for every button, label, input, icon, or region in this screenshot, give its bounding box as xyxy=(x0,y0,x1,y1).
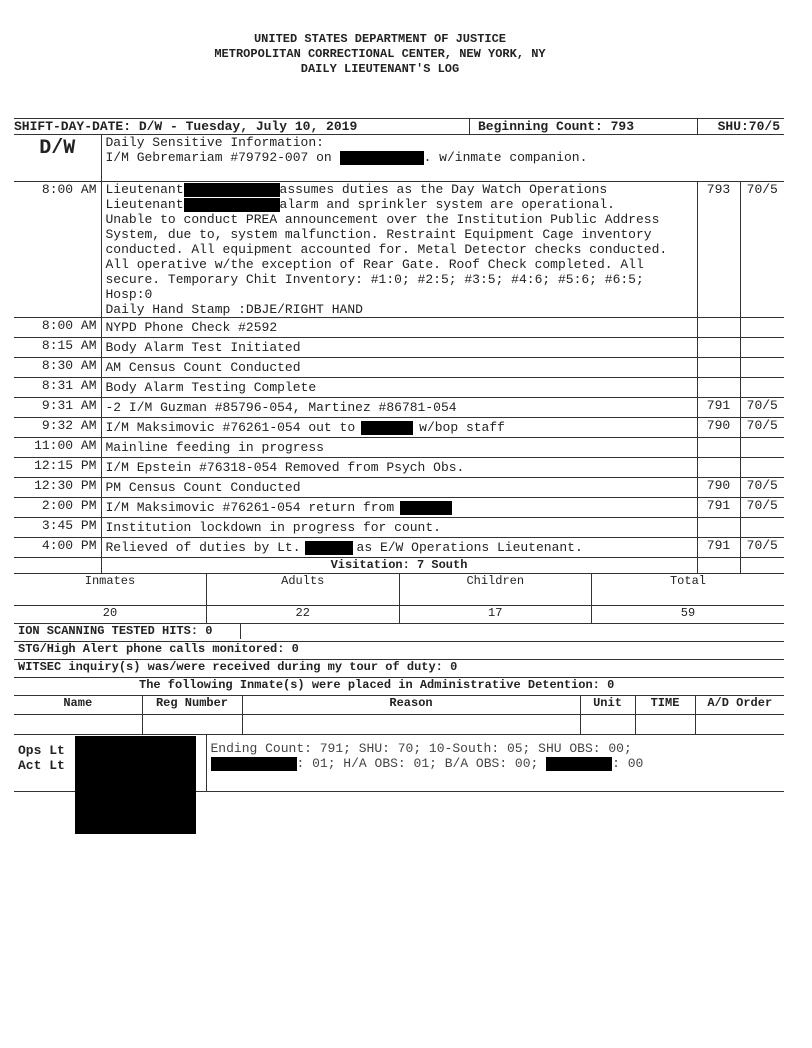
shift-code: D/W xyxy=(14,135,101,182)
ion-scanning: ION SCANNING TESTED HITS: 0 xyxy=(18,624,241,639)
entry-shu xyxy=(740,318,784,338)
entry-shu xyxy=(740,358,784,378)
col-ad-order: A/D Order xyxy=(695,696,784,715)
entry-time: 8:15 AM xyxy=(14,338,101,358)
entry-text: I/M Maksimovic #76261-054 return from xyxy=(105,500,395,515)
entry-shu: 70/5 xyxy=(740,398,784,418)
entry-time: 12:30 PM xyxy=(14,478,101,498)
entry-count: 790 xyxy=(697,418,740,438)
entry-text-after: as E/W Operations Lieutenant. xyxy=(356,540,583,555)
log-entry xyxy=(14,182,784,318)
beginning-count: Beginning Count: 793 xyxy=(469,119,634,134)
header-facility: METROPOLITAN CORRECTIONAL CENTER, NEW YORK, NY xyxy=(214,47,546,61)
entry-time: 2:00 PM xyxy=(14,498,101,518)
log-entry xyxy=(14,378,784,398)
entry-shu xyxy=(740,518,784,538)
entry-count: 791 xyxy=(697,398,740,418)
visitation-title: Visitation: 7 South xyxy=(101,558,697,574)
col-reason: Reason xyxy=(242,696,580,715)
log-entry xyxy=(14,498,784,518)
entry-count: 790 xyxy=(697,478,740,498)
entry-shu: 70/5 xyxy=(740,538,784,558)
stg-calls: STG/High Alert phone calls monitored: 0 xyxy=(14,641,784,659)
vis-header: Inmates xyxy=(14,574,207,605)
entry-time: 8:30 AM xyxy=(14,358,101,378)
col-unit: Unit xyxy=(580,696,635,715)
hand-stamp: Daily Hand Stamp :DBJE/RIGHT HAND xyxy=(105,302,363,317)
entry-count: 793 xyxy=(697,182,740,318)
vis-value: 22 xyxy=(207,605,400,623)
ending-count-2: : 01; H/A OBS: 01; B/A OBS: 00; xyxy=(296,756,539,771)
entry-time: 9:31 AM xyxy=(14,398,101,418)
entry-count xyxy=(697,438,740,458)
admin-detention-title: The following Inmate(s) were placed in Administrative Detention: 0 xyxy=(14,677,784,695)
log-entry xyxy=(14,478,784,498)
signature-redaction xyxy=(75,736,196,834)
entry-text: I/M Epstein #76318-054 Removed from Psych Obs. xyxy=(105,460,465,475)
entry-time: 8:00 AM xyxy=(14,182,101,318)
entry-count xyxy=(697,358,740,378)
log-entry xyxy=(14,518,784,538)
vis-header: Adults xyxy=(207,574,400,605)
entry-time: 4:00 PM xyxy=(14,538,101,558)
entry-text: I/M Maksimovic #76261-054 out to xyxy=(105,420,356,435)
sensitive-text-end: . w/inmate companion. xyxy=(423,150,588,165)
entry-text: Lieutenant xyxy=(105,197,184,212)
entry-text: PM Census Count Conducted xyxy=(105,480,301,495)
entry-text: NYPD Phone Check #2592 xyxy=(105,320,278,335)
header-title: DAILY LIEUTENANT'S LOG xyxy=(300,62,460,76)
entry-count xyxy=(697,518,740,538)
witsec: WITSEC inquiry(s) was/were received during my tour of duty: 0 xyxy=(14,659,784,677)
entry-text: Relieved of duties by Lt. xyxy=(105,540,301,555)
log-entry xyxy=(14,538,784,558)
entry-text: Body Alarm Test Initiated xyxy=(105,340,301,355)
vis-header: Children xyxy=(399,574,592,605)
entry-text: alarm and sprinkler system are operational. xyxy=(279,197,615,212)
entry-shu: 70/5 xyxy=(740,478,784,498)
visitation-table xyxy=(14,574,784,624)
vis-value: 20 xyxy=(14,605,207,623)
entry-time: 3:45 PM xyxy=(14,518,101,538)
ops-lt-label: Ops Lt xyxy=(18,743,65,758)
ending-count-3: : 00 xyxy=(612,756,644,771)
entry-shu: 70/5 xyxy=(740,498,784,518)
sensitive-title: Daily Sensitive Information: xyxy=(105,135,324,150)
redaction xyxy=(361,421,413,435)
entry-shu xyxy=(740,378,784,398)
shu-count: SHU:70/5 xyxy=(697,119,784,135)
entry-time: 11:00 AM xyxy=(14,438,101,458)
entry-count: 791 xyxy=(697,498,740,518)
log-entry xyxy=(14,398,784,418)
entry-time: 8:00 AM xyxy=(14,318,101,338)
entry-shu xyxy=(740,438,784,458)
redaction xyxy=(184,198,280,212)
sensitive-text: I/M Gebremariam #79792-007 on xyxy=(105,150,332,165)
log-entry xyxy=(14,338,784,358)
ending-count: Ending Count: 791; SHU: 70; 10-South: 05; SHU OBS: 00; xyxy=(210,741,632,756)
entry-time: 12:15 PM xyxy=(14,458,101,478)
redaction xyxy=(340,151,424,165)
log-entry xyxy=(14,458,784,478)
entry-text: Unable to conduct PREA announcement over the Institution Public Address System, due to, system malfunction. Restraint Equipment Cage inventory conducted. All equipment accounted for. Metal Detector checks conducted. All operative w/the exception of Rear Gate. Roof Check completed. All secure. Temporary Chit Inventory: #1:0; #2:5; #3:5; #4:6; #5:6; #6:5; Hosp:0 xyxy=(105,212,668,302)
redaction xyxy=(400,501,452,515)
vis-header: Total xyxy=(592,574,785,605)
entry-text: AM Census Count Conducted xyxy=(105,360,301,375)
entry-shu xyxy=(740,338,784,358)
entry-text: Lieutenant xyxy=(105,182,184,197)
redaction xyxy=(211,757,297,771)
entry-text: Mainline feeding in progress xyxy=(105,440,324,455)
col-reg: Reg Number xyxy=(142,696,242,715)
entry-shu: 70/5 xyxy=(740,418,784,438)
log-entry xyxy=(14,318,784,338)
entry-shu xyxy=(740,458,784,478)
vis-value: 17 xyxy=(399,605,592,623)
entry-text: assumes duties as the Day Watch Operations xyxy=(279,182,608,197)
entry-count xyxy=(697,338,740,358)
col-name: Name xyxy=(14,696,142,715)
entry-count xyxy=(697,458,740,478)
entry-time: 8:31 AM xyxy=(14,378,101,398)
entry-text: Institution lockdown in progress for count. xyxy=(105,520,441,535)
entry-text-after: w/bop staff xyxy=(419,420,505,435)
shift-date: SHIFT-DAY-DATE: D/W - Tuesday, July 10, 2019 xyxy=(14,119,358,134)
name-redaction xyxy=(305,541,353,555)
entry-text: -2 I/M Guzman #85796-054, Martinez #86781-054 xyxy=(105,400,457,415)
entry-count xyxy=(697,378,740,398)
col-time: TIME xyxy=(635,696,695,715)
act-lt-label: Act Lt xyxy=(18,758,65,773)
header-agency: UNITED STATES DEPARTMENT OF JUSTICE xyxy=(253,32,507,46)
redaction xyxy=(546,757,612,771)
entry-shu: 70/5 xyxy=(740,182,784,318)
admin-detention-table xyxy=(14,696,784,736)
entry-count: 791 xyxy=(697,538,740,558)
log-entry xyxy=(14,418,784,438)
log-entry xyxy=(14,358,784,378)
entry-count xyxy=(697,318,740,338)
redaction xyxy=(184,183,280,197)
log-table xyxy=(14,118,784,792)
log-entry xyxy=(14,438,784,458)
vis-value: 59 xyxy=(592,605,785,623)
entry-time: 9:32 AM xyxy=(14,418,101,438)
entry-text: Body Alarm Testing Complete xyxy=(105,380,317,395)
